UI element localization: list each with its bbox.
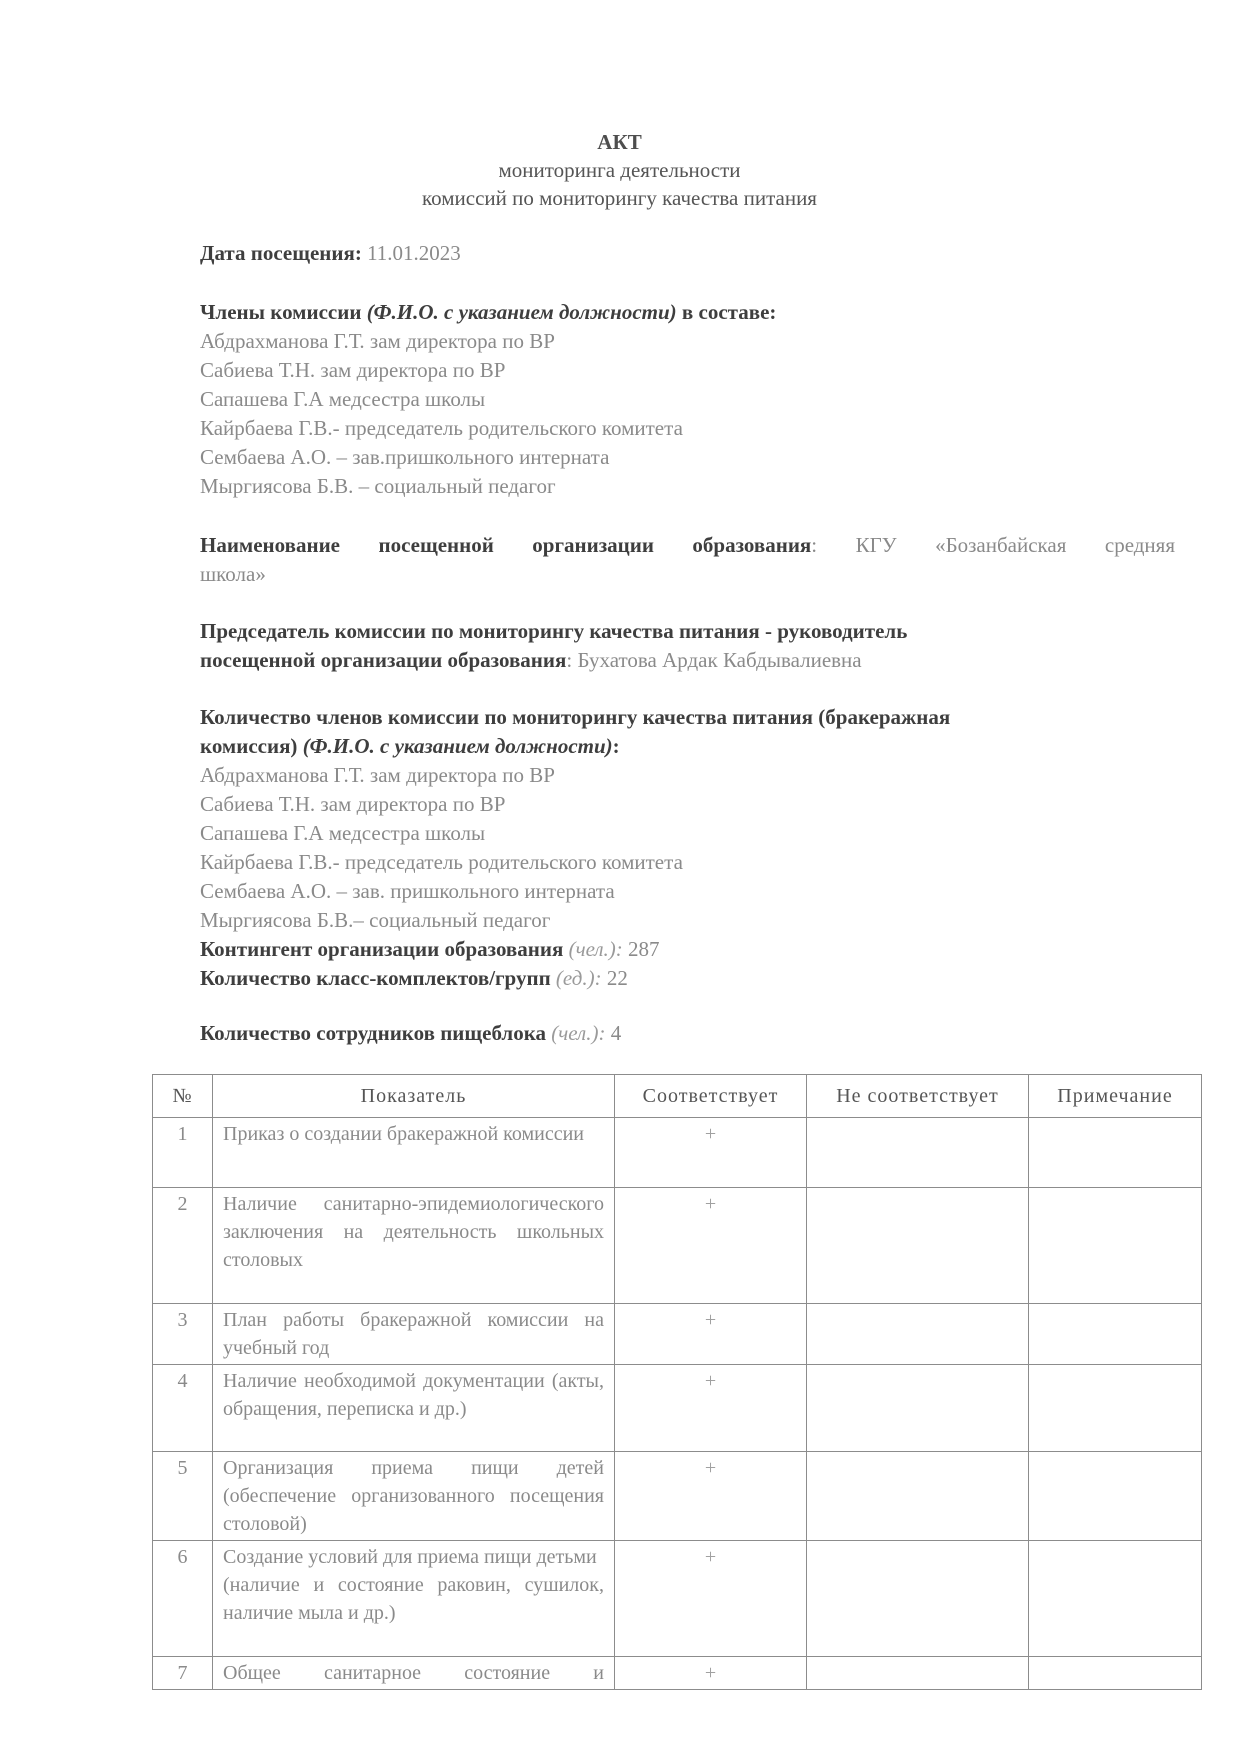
column-header-note: Примечание bbox=[1029, 1075, 1202, 1118]
chairman-label: Председатель комиссии по мониторингу качества питания - руководитель bbox=[200, 619, 908, 643]
column-header-number: № bbox=[153, 1075, 213, 1118]
commission-member: Сабиева Т.Н. зам директора по ВР bbox=[200, 358, 506, 382]
brakerage-member: Сабиева Т.Н. зам директора по ВР bbox=[200, 792, 506, 816]
row-matches-mark: + bbox=[615, 1118, 807, 1188]
row-matches-mark: + bbox=[615, 1365, 807, 1452]
row-note-cell bbox=[1029, 1541, 1202, 1657]
row-matches-mark: + bbox=[615, 1452, 807, 1541]
contingent-value: 287 bbox=[628, 937, 660, 961]
staff-count bbox=[200, 1019, 1175, 1048]
row-number: 7 bbox=[153, 1657, 213, 1690]
row-note-cell bbox=[1029, 1188, 1202, 1304]
row-indicator: Организация приема пищи детей (обеспечение организованного посещения столовой) bbox=[213, 1452, 615, 1541]
row-indicator: Наличие санитарно-эпидемиологического заключения на деятельность школьных столовых bbox=[213, 1188, 615, 1304]
commission-member: Сапашева Г.А медсестра школы bbox=[200, 387, 486, 411]
row-indicator: План работы бракеражной комиссии на учебный год bbox=[213, 1304, 615, 1365]
row-matches-mark: + bbox=[615, 1304, 807, 1365]
table-row bbox=[153, 1365, 1202, 1452]
visit-date bbox=[200, 239, 1175, 268]
row-matches-mark: + bbox=[615, 1541, 807, 1657]
row-number: 2 bbox=[153, 1188, 213, 1304]
staff-value: 4 bbox=[610, 1021, 622, 1045]
row-note-cell bbox=[1029, 1452, 1202, 1541]
table-row bbox=[153, 1304, 1202, 1365]
row-not-matches-cell bbox=[807, 1118, 1029, 1188]
commission-label: Члены комиссии bbox=[200, 300, 362, 324]
row-note-cell bbox=[1029, 1657, 1202, 1690]
table-header-row bbox=[153, 1075, 1202, 1118]
row-number: 1 bbox=[153, 1118, 213, 1188]
row-number: 5 bbox=[153, 1452, 213, 1541]
visit-date-value: 11.01.2023 bbox=[367, 241, 461, 265]
row-indicator: Наличие необходимой документации (акты, обращения, переписка и др.) bbox=[213, 1365, 615, 1452]
document-title: АКТ bbox=[597, 130, 642, 154]
classes-label: Количество класс-комплектов/групп bbox=[200, 966, 551, 990]
brakerage-label-end: : bbox=[612, 734, 620, 758]
row-matches-mark: + bbox=[615, 1657, 807, 1690]
document-subtitle-2: комиссий по мониторингу качества питания bbox=[422, 186, 817, 210]
organization-label: Наименование посещенной организации образования bbox=[200, 533, 812, 557]
brakerage-label: Количество членов комиссии по мониторингу качества питания (бракеражная bbox=[200, 705, 951, 729]
brakerage-member: Кайрбаева Г.В.- председатель родительского комитета bbox=[200, 850, 683, 874]
brakerage-label-line2: комиссия) bbox=[200, 734, 298, 758]
classes-unit: (ед.): bbox=[555, 966, 602, 990]
brakerage-member: Абдрахманова Г.Т. зам директора по ВР bbox=[200, 763, 555, 787]
row-number: 3 bbox=[153, 1304, 213, 1365]
table-row bbox=[153, 1657, 1202, 1690]
row-indicator bbox=[213, 1541, 615, 1657]
commission-member: Сембаева А.О. – зав.пришкольного интерната bbox=[200, 445, 610, 469]
column-header-matches: Соответствует bbox=[615, 1075, 807, 1118]
row-number: 6 bbox=[153, 1541, 213, 1657]
column-header-not-matches: Не соответствует bbox=[807, 1075, 1029, 1118]
brakerage-label-italic: (Ф.И.О. с указанием должности) bbox=[302, 734, 613, 758]
row-note-cell bbox=[1029, 1304, 1202, 1365]
brakerage-section bbox=[200, 703, 1175, 993]
row-not-matches-cell bbox=[807, 1365, 1029, 1452]
row-not-matches-cell bbox=[807, 1541, 1029, 1657]
commission-member: Кайрбаева Г.В.- председатель родительского комитета bbox=[200, 416, 683, 440]
commission-section bbox=[200, 298, 1175, 501]
commission-member: Абдрахманова Г.Т. зам директора по ВР bbox=[200, 329, 555, 353]
table-row bbox=[153, 1118, 1202, 1188]
column-header-indicator: Показатель bbox=[213, 1075, 615, 1118]
row-not-matches-cell bbox=[807, 1188, 1029, 1304]
row-note-cell bbox=[1029, 1365, 1202, 1452]
chairman-section bbox=[200, 617, 1175, 675]
classes-value: 22 bbox=[606, 966, 628, 990]
organization-section bbox=[200, 531, 1175, 589]
table-row bbox=[153, 1188, 1202, 1304]
organization-value-line2: школа» bbox=[200, 562, 266, 586]
brakerage-member: Мыргиясова Б.В.– социальный педагог bbox=[200, 908, 551, 932]
row-indicator-line: Создание условий для приема пищи детьми bbox=[223, 1546, 597, 1568]
brakerage-member: Сембаева А.О. – зав. пришкольного интерната bbox=[200, 879, 615, 903]
row-indicator-line: (наличие и состояние раковин, сушилок, наличие мыла и др.) bbox=[223, 1574, 604, 1624]
row-note-cell bbox=[1029, 1118, 1202, 1188]
commission-member: Мыргиясова Б.В. – социальный педагог bbox=[200, 474, 556, 498]
visit-date-label: Дата посещения: bbox=[200, 241, 362, 265]
indicators-table bbox=[152, 1074, 1202, 1690]
row-matches-mark: + bbox=[615, 1188, 807, 1304]
chairman-label-line2: посещенной организации образования bbox=[200, 648, 567, 672]
contingent-label: Контингент организации образования bbox=[200, 937, 564, 961]
contingent-unit: (чел.): bbox=[568, 937, 623, 961]
staff-label: Количество сотрудников пищеблока bbox=[200, 1021, 546, 1045]
row-not-matches-cell bbox=[807, 1657, 1029, 1690]
row-not-matches-cell bbox=[807, 1304, 1029, 1365]
table-row bbox=[153, 1541, 1202, 1657]
table-row bbox=[153, 1452, 1202, 1541]
staff-unit: (чел.): bbox=[551, 1021, 606, 1045]
row-number: 4 bbox=[153, 1365, 213, 1452]
document-subtitle-1: мониторинга деятельности bbox=[498, 158, 741, 182]
row-indicator: Приказ о создании бракеражной комиссии bbox=[213, 1118, 615, 1188]
row-not-matches-cell bbox=[807, 1452, 1029, 1541]
commission-label-italic: (Ф.И.О. с указанием должности) bbox=[366, 300, 677, 324]
document-header bbox=[0, 128, 1239, 212]
organization-value: : КГУ «Бозанбайская средняя bbox=[811, 533, 1175, 557]
chairman-name: : Бухатова Ардак Кабдывалиевна bbox=[566, 648, 862, 672]
row-indicator: Общее санитарное состояние и bbox=[213, 1657, 615, 1690]
commission-label-suffix: в составе: bbox=[681, 300, 777, 324]
brakerage-member: Сапашева Г.А медсестра школы bbox=[200, 821, 486, 845]
